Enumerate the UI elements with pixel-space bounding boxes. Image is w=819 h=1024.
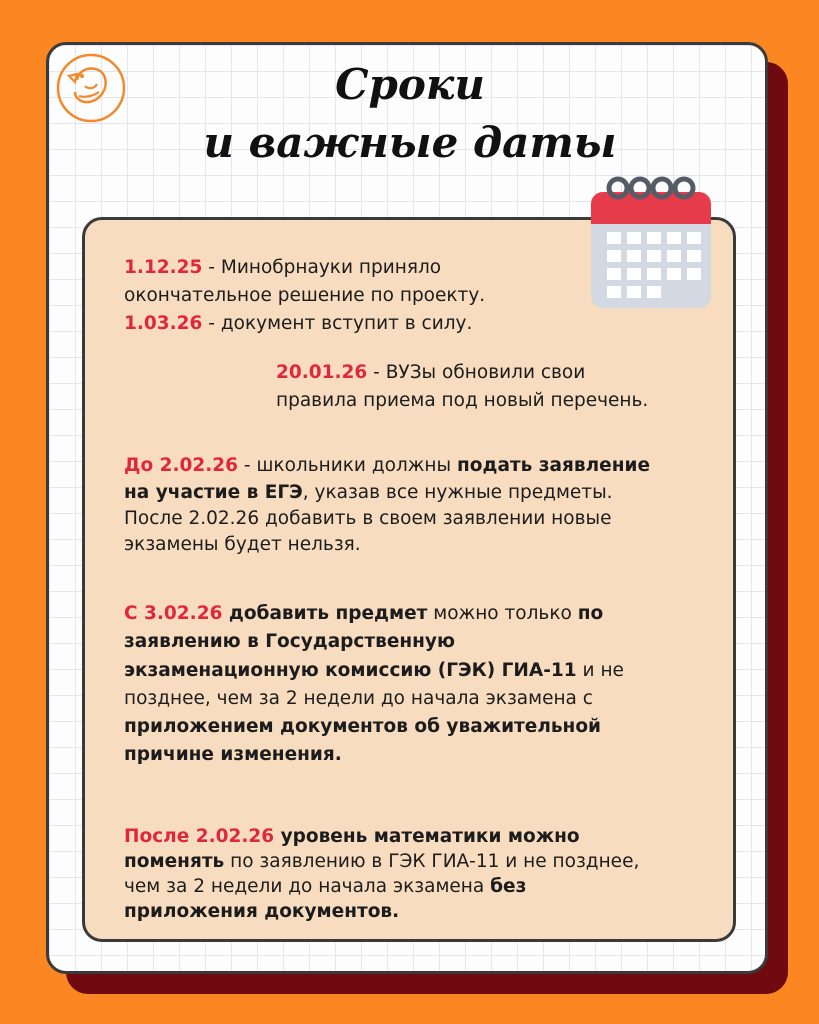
item-5-bold-1: добавить предмет <box>222 603 428 624</box>
item-4-date: До 2.02.26 <box>124 455 239 476</box>
item-6-line-4 <box>124 898 399 925</box>
item-1-date: 1.12.25 <box>124 257 203 278</box>
item-1-text: - Минобрнауки приняло <box>202 257 442 278</box>
item-6-bold-1: уровень математики можно <box>274 826 580 847</box>
item-6-line-3 <box>124 873 526 900</box>
item-4-line-1 <box>124 452 650 479</box>
item-3-line-2: правила приема под новый перечень. <box>276 390 649 411</box>
item-5-line-6 <box>124 741 342 768</box>
title-line-1: Сроки <box>335 60 485 109</box>
item-5-bold-3: заявлению в Государственную <box>124 631 455 652</box>
item-5-line-4: позднее, чем за 2 недели до начала экзамена с <box>124 688 593 709</box>
item-5-text-1: можно только <box>427 603 578 624</box>
item-5-line-1 <box>124 600 603 627</box>
item-2-line-1 <box>124 310 472 337</box>
item-6-line-1 <box>124 823 580 850</box>
item-5-bold-5: приложением документов об уважительной <box>124 716 602 737</box>
title-line-2: и важные даты <box>203 118 617 167</box>
item-5-line-5 <box>124 713 601 740</box>
bird-circle-logo-icon <box>55 52 127 124</box>
item-6-bold-4: приложения документов. <box>124 901 400 922</box>
item-3-line-1 <box>276 359 585 386</box>
page-title <box>160 56 660 172</box>
item-4-text-1: - школьники должны <box>238 455 458 476</box>
item-5-line-2 <box>124 628 455 655</box>
item-4-line-3: После 2.02.26 добавить в своем заявлении новые <box>124 508 612 529</box>
item-5-date: С 3.02.26 <box>124 603 223 624</box>
item-5-bold-4: экзаменационную комиссию (ГЭК) ГИА-11 <box>124 660 577 681</box>
item-5-text-2: и не <box>576 660 624 681</box>
item-3-text: - ВУЗы обновили свои <box>367 362 586 383</box>
item-1-line-1 <box>124 254 441 281</box>
item-4-line-2 <box>124 479 613 506</box>
calendar-icon <box>588 172 714 312</box>
item-1-line-2: окончательное решение по проекту. <box>124 285 486 306</box>
item-5-bold-6: причине изменения. <box>124 744 342 765</box>
item-6-text-2: чем за 2 недели до начала экзамена <box>124 876 491 897</box>
item-2-text: - документ вступит в силу. <box>202 313 473 334</box>
item-5-line-3 <box>124 657 624 684</box>
item-5-bold-2: по <box>577 603 604 624</box>
item-6-date: После 2.02.26 <box>124 826 275 847</box>
item-4-line-4: экзамены будет нельзя. <box>124 534 361 555</box>
item-6-text-1: по заявлению в ГЭК ГИА-11 и не позднее, <box>224 851 640 872</box>
item-6-bold-3: без <box>490 876 527 897</box>
item-4-bold-2: на участие в ЕГЭ <box>124 482 303 503</box>
item-4-text-2: , указав все нужные предметы. <box>302 482 613 503</box>
item-6-line-2 <box>124 848 639 875</box>
item-3-date: 20.01.26 <box>276 362 368 383</box>
item-4-bold-1: подать заявление <box>457 455 651 476</box>
item-2-date: 1.03.26 <box>124 313 203 334</box>
item-6-bold-2: поменять <box>124 851 225 872</box>
